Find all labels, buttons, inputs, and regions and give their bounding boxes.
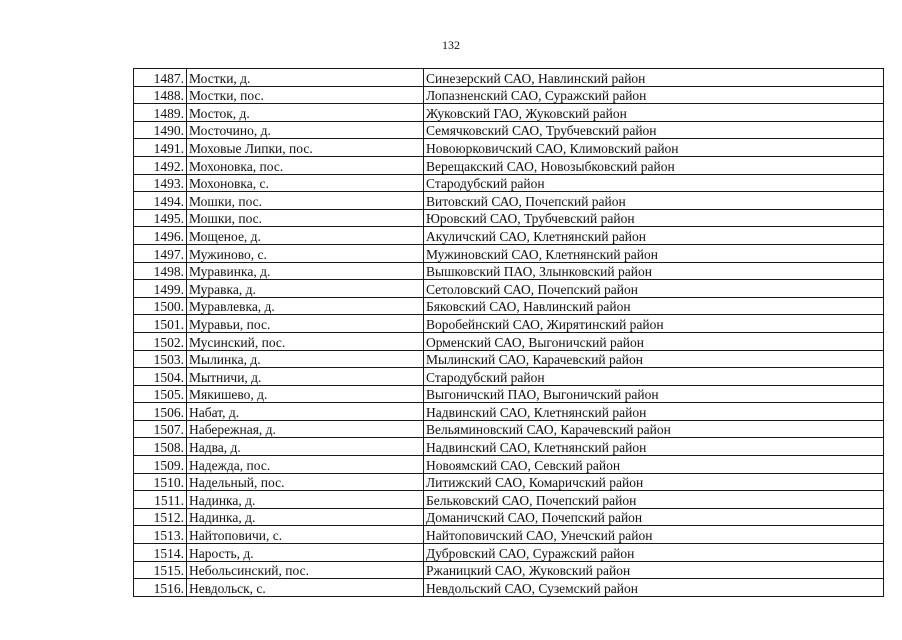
administration-cell: Доманичский САО, Почепский район bbox=[424, 508, 884, 526]
table-row bbox=[134, 86, 884, 104]
administration-cell: Вельяминовский САО, Карачевский район bbox=[424, 420, 884, 438]
settlement-name-cell: Муравлевка, д. bbox=[187, 297, 424, 315]
settlement-name-cell: Надинка, д. bbox=[187, 508, 424, 526]
administration-cell: Воробейнский САО, Жирятинский район bbox=[424, 315, 884, 333]
table-row bbox=[134, 526, 884, 544]
row-number-cell: 1495. bbox=[134, 209, 187, 227]
settlement-name-cell: Муравка, д. bbox=[187, 280, 424, 298]
administration-cell: Новоямский САО, Севский район bbox=[424, 456, 884, 474]
row-number-cell: 1503. bbox=[134, 350, 187, 368]
settlement-name-cell: Набат, д. bbox=[187, 403, 424, 421]
row-number-cell: 1491. bbox=[134, 139, 187, 157]
row-number-cell: 1509. bbox=[134, 456, 187, 474]
administration-cell: Найтоповичский САО, Унечский район bbox=[424, 526, 884, 544]
settlement-name-cell: Мосток, д. bbox=[187, 104, 424, 122]
row-number-cell: 1504. bbox=[134, 368, 187, 386]
administration-cell: Витовский САО, Почепский район bbox=[424, 192, 884, 210]
row-number-cell: 1516. bbox=[134, 579, 187, 597]
table-row bbox=[134, 121, 884, 139]
row-number-cell: 1508. bbox=[134, 438, 187, 456]
row-number-cell: 1497. bbox=[134, 244, 187, 262]
administration-cell: Надвинский САО, Клетнянский район bbox=[424, 403, 884, 421]
table-row bbox=[134, 104, 884, 122]
settlement-name-cell: Мужиново, с. bbox=[187, 244, 424, 262]
administration-cell: Вышковский ПАО, Злынковский район bbox=[424, 262, 884, 280]
settlement-name-cell: Мохоновка, с. bbox=[187, 174, 424, 192]
table-row bbox=[134, 561, 884, 579]
table-row bbox=[134, 438, 884, 456]
row-number-cell: 1515. bbox=[134, 561, 187, 579]
administration-cell: Ржаницкий САО, Жуковский район bbox=[424, 561, 884, 579]
settlement-name-cell: Мосточино, д. bbox=[187, 121, 424, 139]
settlement-name-cell: Муравинка, д. bbox=[187, 262, 424, 280]
table-row bbox=[134, 297, 884, 315]
administration-cell: Семячковский САО, Трубчевский район bbox=[424, 121, 884, 139]
page-number: 132 bbox=[442, 38, 460, 52]
row-number-cell: 1506. bbox=[134, 403, 187, 421]
administration-cell: Юровский САО, Трубчевский район bbox=[424, 209, 884, 227]
table-row bbox=[134, 491, 884, 509]
settlement-name-cell: Мошки, пос. bbox=[187, 192, 424, 210]
table-row bbox=[134, 473, 884, 491]
table-row bbox=[134, 332, 884, 350]
row-number-cell: 1498. bbox=[134, 262, 187, 280]
settlement-name-cell: Нарость, д. bbox=[187, 544, 424, 562]
row-number-cell: 1510. bbox=[134, 473, 187, 491]
settlement-name-cell: Мостки, пос. bbox=[187, 86, 424, 104]
administration-cell: Надвинский САО, Клетнянский район bbox=[424, 438, 884, 456]
administration-cell: Литижский САО, Комаричский район bbox=[424, 473, 884, 491]
table-row bbox=[134, 69, 884, 87]
settlement-name-cell: Муравьи, пос. bbox=[187, 315, 424, 333]
settlement-name-cell: Надинка, д. bbox=[187, 491, 424, 509]
table-row bbox=[134, 156, 884, 174]
row-number-cell: 1511. bbox=[134, 491, 187, 509]
administration-cell: Выгоничский ПАО, Выгоничский район bbox=[424, 385, 884, 403]
table-row bbox=[134, 579, 884, 597]
settlement-name-cell: Набережная, д. bbox=[187, 420, 424, 438]
row-number-cell: 1507. bbox=[134, 420, 187, 438]
row-number-cell: 1514. bbox=[134, 544, 187, 562]
row-number-cell: 1493. bbox=[134, 174, 187, 192]
row-number-cell: 1487. bbox=[134, 69, 187, 87]
settlement-name-cell: Найтоповичи, с. bbox=[187, 526, 424, 544]
administration-cell: Лопазненский САО, Суражский район bbox=[424, 86, 884, 104]
table-row bbox=[134, 209, 884, 227]
settlement-name-cell: Мостки, д. bbox=[187, 69, 424, 87]
administration-cell: Орменский САО, Выгоничский район bbox=[424, 332, 884, 350]
row-number-cell: 1513. bbox=[134, 526, 187, 544]
table-row bbox=[134, 403, 884, 421]
settlement-name-cell: Надежда, пос. bbox=[187, 456, 424, 474]
administration-cell: Синезерский САО, Навлинский район bbox=[424, 69, 884, 87]
settlement-name-cell: Мякишево, д. bbox=[187, 385, 424, 403]
table-row bbox=[134, 420, 884, 438]
row-number-cell: 1505. bbox=[134, 385, 187, 403]
row-number-cell: 1501. bbox=[134, 315, 187, 333]
row-number-cell: 1488. bbox=[134, 86, 187, 104]
administration-cell: Акуличский САО, Клетнянский район bbox=[424, 227, 884, 245]
table-body bbox=[134, 69, 884, 597]
administration-cell: Бельковский САО, Почепский район bbox=[424, 491, 884, 509]
table-row bbox=[134, 192, 884, 210]
table-row bbox=[134, 280, 884, 298]
row-number-cell: 1512. bbox=[134, 508, 187, 526]
administration-cell: Новоюрковичский САО, Климовский район bbox=[424, 139, 884, 157]
table-row bbox=[134, 174, 884, 192]
settlement-name-cell: Мошки, пос. bbox=[187, 209, 424, 227]
settlement-name-cell: Мохоновка, пос. bbox=[187, 156, 424, 174]
table-row bbox=[134, 244, 884, 262]
table-row bbox=[134, 385, 884, 403]
row-number-cell: 1500. bbox=[134, 297, 187, 315]
administration-cell: Стародубский район bbox=[424, 368, 884, 386]
row-number-cell: 1490. bbox=[134, 121, 187, 139]
table-row bbox=[134, 262, 884, 280]
settlement-name-cell: Надельный, пос. bbox=[187, 473, 424, 491]
settlement-name-cell: Моховые Липки, пос. bbox=[187, 139, 424, 157]
table-row bbox=[134, 456, 884, 474]
administration-cell: Дубровский САО, Суражский район bbox=[424, 544, 884, 562]
settlement-name-cell: Надва, д. bbox=[187, 438, 424, 456]
row-number-cell: 1492. bbox=[134, 156, 187, 174]
settlement-name-cell: Мощеное, д. bbox=[187, 227, 424, 245]
row-number-cell: 1489. bbox=[134, 104, 187, 122]
table-row bbox=[134, 368, 884, 386]
table-row bbox=[134, 139, 884, 157]
table-row bbox=[134, 508, 884, 526]
administration-cell: Жуковский ГАО, Жуковский район bbox=[424, 104, 884, 122]
row-number-cell: 1496. bbox=[134, 227, 187, 245]
administration-cell: Сетоловский САО, Почепский район bbox=[424, 280, 884, 298]
administration-cell: Невдольский САО, Суземский район bbox=[424, 579, 884, 597]
table-row bbox=[134, 227, 884, 245]
settlement-name-cell: Мытничи, д. bbox=[187, 368, 424, 386]
row-number-cell: 1499. bbox=[134, 280, 187, 298]
settlement-name-cell: Невдольск, с. bbox=[187, 579, 424, 597]
table-row bbox=[134, 350, 884, 368]
administration-cell: Бяковский САО, Навлинский район bbox=[424, 297, 884, 315]
table-row bbox=[134, 544, 884, 562]
row-number-cell: 1494. bbox=[134, 192, 187, 210]
settlement-name-cell: Мусинский, пос. bbox=[187, 332, 424, 350]
table-row bbox=[134, 315, 884, 333]
row-number-cell: 1502. bbox=[134, 332, 187, 350]
administration-cell: Мылинский САО, Карачевский район bbox=[424, 350, 884, 368]
settlement-name-cell: Небольсинский, пос. bbox=[187, 561, 424, 579]
administration-cell: Верещакский САО, Новозыбковский район bbox=[424, 156, 884, 174]
settlement-name-cell: Мылинка, д. bbox=[187, 350, 424, 368]
administration-cell: Мужиновский САО, Клетнянский район bbox=[424, 244, 884, 262]
settlements-table bbox=[133, 68, 884, 597]
administration-cell: Стародубский район bbox=[424, 174, 884, 192]
